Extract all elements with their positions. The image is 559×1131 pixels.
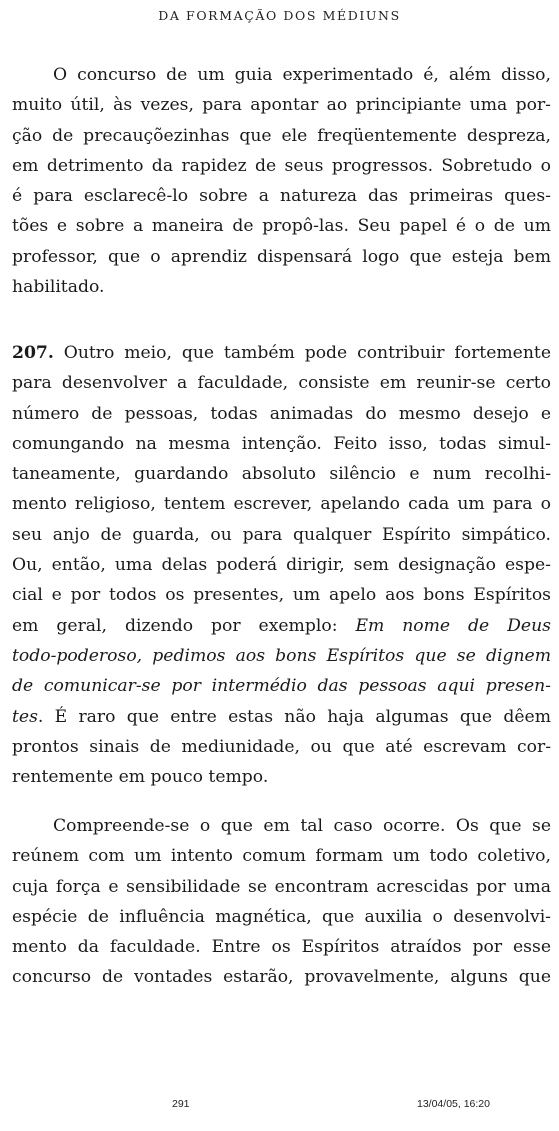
text-line: para desenvolver a faculdade, consiste em reunir-se certo [12,373,551,394]
print-timestamp: 13/04/05, 16:20 [417,1098,490,1110]
text-line: Compreende-se o que em tal caso ocorre. Os que se [53,816,551,836]
text-span: Outro meio, que também pode contribuir fortemente [53,343,551,363]
text-line: reúnem com um intento comum formam um todo coletivo, [12,846,551,867]
text-line [12,702,551,732]
text-line: mento da faculdade. Entre os Espíritos atraídos por esse [12,937,551,958]
text-line: cial e por todos os presentes, um apelo aos bons Espíritos [12,585,551,606]
text-line: muito útil, às vezes, para apontar ao principiante uma por- [12,95,551,116]
text-line [12,338,551,368]
text-line: rentemente em pouco tempo. [12,767,269,788]
text-line: Ou, então, uma delas poderá dirigir, sem designação espe- [12,555,551,576]
text-line: comungando na mesma intenção. Feito isso, todas simul- [12,433,551,454]
text-span: . É raro que entre estas não haja algumas que dêem [37,706,551,727]
text-line: O concurso de um guia experimentado é, além disso, [53,65,551,85]
item-number: 207. [12,343,54,363]
text-line: em detrimento da rapidez de seus progressos. Sobretudo o [12,155,551,176]
running-header: DA FORMAÇÃO DOS MÉDIUNS [158,8,401,23]
text-line: mento religioso, tentem escrever, apelando cada um para o [12,494,551,515]
text-line: seu anjo de guarda, ou para qualquer Espírito simpático. [12,524,551,545]
paragraph-3 [12,811,551,993]
text-line: espécie de influência magnética, que auxilia o desenvolvi- [12,906,551,927]
text-line: prontos sinais de mediunidade, ou que até escrevam cor- [12,736,551,757]
italic-text: tes [12,706,38,727]
text-span: em geral, dizendo por exemplo: [12,615,356,636]
text-line: habilitado. [12,277,105,298]
text-line: concurso de vontades estarão, provavelmente, alguns que [12,967,551,988]
paragraph-207 [12,338,551,792]
text-line: ção de precauçõezinhas que ele freqüentemente despreza, [12,125,551,146]
text-line: é para esclarecê-lo sobre a natureza das primeiras ques- [12,186,551,207]
paragraph-1 [12,60,551,302]
text-line: número de pessoas, todas animadas do mesmo desejo e [12,403,551,424]
text-line [12,611,551,641]
italic-text: Em nome de Deus [355,615,551,636]
text-line: tões e sobre a maneira de propô-las. Seu papel é o de um [12,216,551,237]
text-line: professor, que o aprendiz dispensará logo que esteja bem [12,246,551,267]
text-line: taneamente, guardando absoluto silêncio e num recolhi- [12,464,551,485]
italic-line: de comunicar-se por intermédio das pessoas aqui presen- [12,676,551,697]
italic-line: todo-poderoso, pedimos aos bons Espíritos que se dignem [12,645,551,666]
page-number: 291 [172,1098,190,1110]
text-line: cuja força e sensibilidade se encontram acrescidas por uma [12,876,551,897]
